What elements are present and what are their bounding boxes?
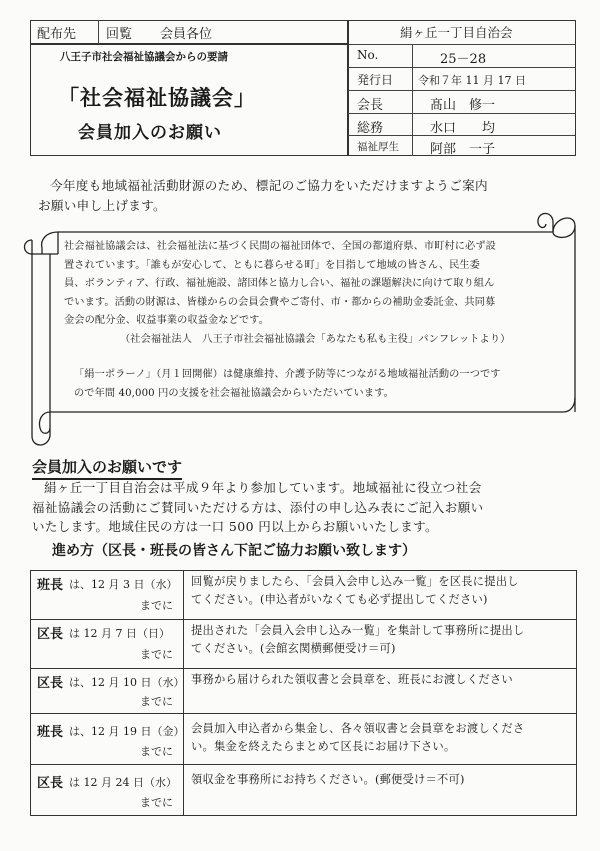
scroll-body bbox=[64, 238, 564, 349]
schedule-text-line: 提出された「会員入会申し込み一覧」を集計して事務所に提出し bbox=[191, 624, 525, 637]
org-name: 絹ヶ丘一丁目自治会 bbox=[400, 25, 513, 40]
intro-line: お願い申し上げます。 bbox=[38, 198, 166, 213]
schedule-text-line: い。集金を終えたらまとめて区長にお届け下さい。 bbox=[191, 740, 456, 753]
membership-line: いたします。地域住民の方は一口 500 円以上からお願いいたします。 bbox=[32, 519, 438, 534]
schedule-until: までに bbox=[140, 796, 173, 809]
no-value: 25－28 bbox=[440, 52, 487, 67]
schedule-row bbox=[30, 570, 577, 620]
scroll-line: 員、ボランティア、行政、福祉施設、諸団体と協力し合い、福祉の課題解決に向けて取り組ん bbox=[64, 278, 495, 289]
scroll-note bbox=[74, 366, 564, 403]
issue-value: 令和７年 11 月 17 日 bbox=[418, 74, 526, 87]
schedule-text bbox=[191, 771, 568, 789]
circulation-label: 回覧 bbox=[106, 27, 133, 42]
issue-label: 発行日 bbox=[357, 73, 394, 87]
schedule-who: 班長 bbox=[37, 578, 64, 593]
schedule-when bbox=[31, 765, 184, 815]
schedule-row bbox=[30, 764, 577, 816]
schedule-text-line: 事務から届けられた領収書と会員章を、班長にお渡しください bbox=[191, 673, 513, 686]
schedule-who: 区長 bbox=[37, 627, 64, 642]
schedule-until: までに bbox=[140, 599, 173, 612]
welfare-name: 阿部 一子 bbox=[430, 142, 496, 157]
schedule-text-line: てください。(会館玄関横郵便受け＝可) bbox=[191, 642, 396, 655]
no-label: No. bbox=[357, 48, 379, 62]
membership-line: 福祉協議会の活動にご賛同いただける方は、添付の申し込み表にご記入お願い bbox=[32, 499, 484, 515]
schedule-text bbox=[191, 573, 568, 609]
scroll-line: 金会の配分金、収益事業の収益金などです。 bbox=[64, 315, 269, 326]
doc-title: 「社会福祉協議会」 bbox=[58, 86, 256, 110]
scroll-note-line: ので年間 40,000 円の支援を社会福祉協議会からいただいています。 bbox=[74, 387, 394, 399]
schedule-text bbox=[191, 720, 568, 756]
steps-heading: 進め方（区長・班長の皆さん下記ご協力お願い致します） bbox=[52, 543, 416, 559]
welfare-label: 福祉厚生 bbox=[357, 141, 399, 153]
schedule-text-line: 会員加入申込者から集金し、各々領収書と会員章をお渡しくださ bbox=[191, 722, 525, 735]
scroll-line: 置されています。「誰もが安心して、ともに暮らせる町」を目指して地域の皆さん、民生委 bbox=[64, 259, 480, 271]
schedule-when bbox=[31, 620, 184, 668]
schedule-date: は、12 月 10 日（水） bbox=[69, 676, 185, 689]
schedule-date: は 12 月 7 日（日） bbox=[69, 627, 170, 640]
scroll-note-line: 「絹一ポラーノ」（月１回開催）は健康維持、介護予防等につながる地域福祉活動の一つです bbox=[74, 369, 501, 380]
membership-line: 絹ヶ丘一丁目自治会は平成９年より参加しています。地域福祉に役立つ社会 bbox=[44, 480, 482, 495]
schedule-text-line: 領収金を事務所にお持ちください。(郵便受け＝不可) bbox=[191, 773, 465, 786]
schedule-date: は、12 月 3 日（水） bbox=[69, 578, 178, 591]
schedule-who: 区長 bbox=[37, 776, 64, 791]
request-source: 八王子市社会福祉協議会からの要請 bbox=[60, 51, 228, 63]
recipient-value: 会員各位 bbox=[160, 27, 213, 42]
schedule-text-line: てください。(申込者がいなくても必ず提出してください) bbox=[191, 593, 488, 606]
schedule-when bbox=[31, 571, 184, 619]
schedule-row bbox=[30, 619, 577, 669]
schedule-until: までに bbox=[140, 745, 173, 758]
schedule-date: は 12 月 24 日（水） bbox=[69, 776, 177, 789]
schedule-text bbox=[191, 622, 568, 658]
schedule-date: は、12 月 19 日（金） bbox=[69, 725, 185, 738]
schedule-row bbox=[30, 713, 577, 765]
chair-label: 会長 bbox=[357, 98, 384, 113]
membership-heading: 会員加入のお願いです bbox=[32, 456, 182, 480]
schedule-when bbox=[31, 669, 184, 713]
schedule-row bbox=[30, 668, 577, 714]
affairs-name: 水口 均 bbox=[430, 121, 496, 136]
schedule-text-line: 回覧が戻りましたら、「会員入会申し込み一覧」を区長に提出し bbox=[191, 575, 519, 588]
schedule-text bbox=[191, 671, 568, 689]
intro-line: 今年度も地域福祉活動財源のため、標記のご協力をいただけますようご案内 bbox=[50, 178, 488, 193]
schedule-when bbox=[31, 714, 184, 764]
affairs-label: 総務 bbox=[357, 121, 384, 136]
scroll-line: 社会福祉協議会は、社会福祉法に基づく民間の福祉団体で、全国の都道府県、市町村に必ず設 bbox=[64, 241, 496, 252]
scroll-line: でいます。活動の財源は、皆様からの会員会費やご寄付、市・都からの補助金委託金、共同募 bbox=[64, 296, 496, 308]
schedule-until: までに bbox=[140, 648, 173, 661]
schedule-who: 区長 bbox=[37, 676, 64, 691]
membership-paragraph bbox=[32, 478, 580, 537]
schedule-until: までに bbox=[140, 695, 173, 708]
chair-name: 髙山 修一 bbox=[430, 98, 496, 113]
doc-subtitle: 会員加入のお願い bbox=[78, 123, 222, 143]
recipient-label: 配布先 bbox=[37, 27, 77, 42]
schedule-who: 班長 bbox=[37, 725, 64, 740]
scroll-citation: （社会福祉法人 八王子市社会福祉協議会「あなたも私も主役」パンフレットより） bbox=[120, 333, 511, 345]
